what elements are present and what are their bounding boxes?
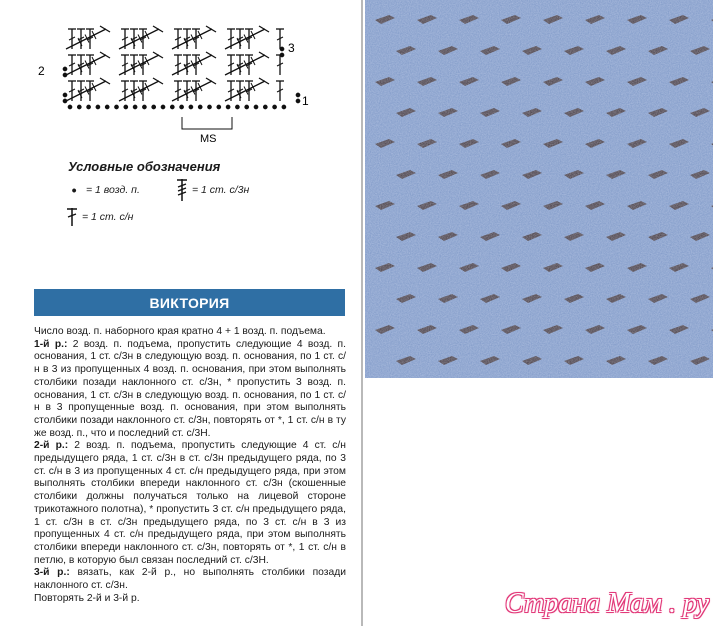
legend-double-text: = 1 ст. с/н [82, 211, 134, 223]
row-label-3: 3 [288, 41, 295, 55]
crochet-chart [30, 25, 320, 145]
pattern-title-banner: ВИКТОРИЯ [34, 289, 345, 316]
pattern-instructions [34, 326, 346, 605]
double-crochet-icon [66, 207, 78, 227]
row-2-label: 2-й р.: [34, 440, 69, 452]
legend-chain [66, 184, 140, 196]
legend-chain-text: = 1 возд. п. [86, 184, 140, 196]
row-label-1: 1 [302, 94, 309, 108]
row-3-instructions [34, 567, 346, 592]
knitted-sample-photo [365, 0, 713, 378]
knitted-texture [365, 0, 713, 378]
legend-double [66, 207, 133, 227]
row-2-text: 2 возд. п. подъема, пропустить следующие 4 ст. с/н предыдущего ряда, 1 ст. с/3н в ст. с/3н предыдущего ряда, по 3 ст. с/н в 3 из пропущенных 4 ст. с/н предыдущего ряда, при этом выполнять столбики впереди наклонного ст. с/3н (скошенные столбики должны получаться только на лицевой стороне трикотажного полотна), * пропустить 3 ст. с/н предыдущего ряда, 1 ст. с/3н в ст. с/3н предыдущего ряда, по 3 ст. с/н в 3 из пропущенных 4 ст. с/н предыдущего ряда, при этом выполнять столбики впереди наклонного ст. с/3н, повторять от *, 1 ст. с/н в петлю, в которую был связан последний ст. с/3Н. [34, 440, 346, 566]
row-3-text: вязать, как 2-й р., но выполнять столбики позади наклонного ст. с/3н. [34, 567, 346, 592]
row-1-instructions [34, 339, 346, 441]
chain-dot-icon: • [71, 182, 77, 198]
row-1-text: 2 возд. п. подъема, пропустить следующие 4 возд. п. основания, 1 ст. с/3н в следующую возд. п. основания, по 1 ст. с/н в 3 из пропущенных 4 возд. п. основания, при этом выполнять столбики позади наклонного ст. с/3н, * пропустить 3 возд. п. основания, 1 ст. с/3н в следующую возд. п. основания, по 1 ст. с/н в 3 пропущенные возд. п. основания, при этом выполнять столбики позади наклонного ст. с/3н, повторять от *, 1 ст. с/н в ту же возд. п., что и последний ст. с/3Н. [34, 338, 346, 439]
row-2-instructions [34, 440, 346, 567]
row-label-2: 2 [38, 64, 45, 78]
pattern-intro: Число возд. п. наборного края кратно 4 + 1 возд. п. подъема. [34, 326, 326, 337]
pattern-outro: Повторять 2-й и 3-й р. [34, 592, 140, 604]
row-1-label: 1-й р.: [34, 338, 68, 350]
legend-treble-text: = 1 ст. с/3н [192, 184, 250, 196]
column-divider [361, 0, 363, 626]
treble-crochet-icon [176, 178, 188, 202]
row-3-label: 3-й р.: [34, 567, 70, 579]
legend-treble [176, 178, 249, 202]
chart-symbols [63, 26, 299, 109]
legend-title: Условные обозначения [68, 159, 221, 174]
repeat-label: MS [200, 133, 217, 145]
repeat-bracket [182, 117, 232, 129]
site-watermark: Страна Мам . ру [505, 588, 710, 619]
